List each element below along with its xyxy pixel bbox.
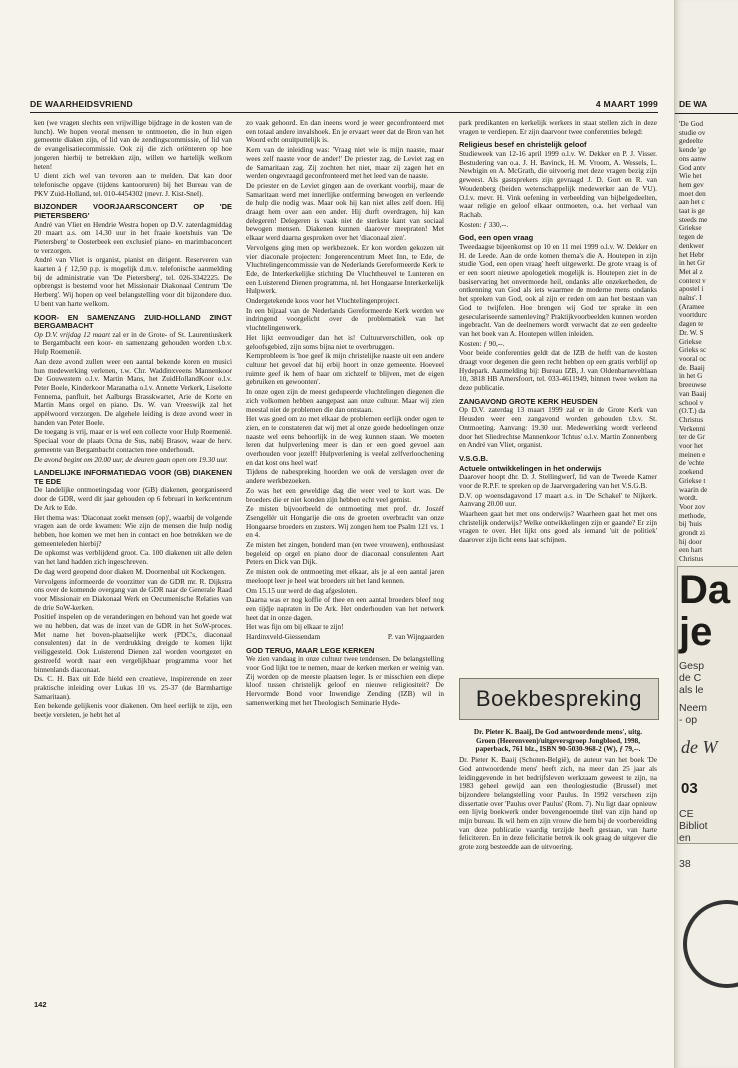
review-heading: Boekbespreking [475, 686, 643, 711]
body-paragraph: Daarna was er nog koffie of thee en een aantal broeders bleef nog een tijdje napraten in De Ark. Het onderhouden van het netwerk heet dat in onze dagen. [246, 596, 444, 622]
adjacent-text-line: methode, [679, 511, 706, 520]
adjacent-text-line: vooral oc [679, 354, 707, 363]
adjacent-text-line: apostel i [679, 285, 704, 294]
text-column-3 [459, 119, 657, 546]
body-paragraph: Ze misten bijvoorbeeld de ontmoeting met prof. dr. Joszéf Zsengellér uit Hongarije die ons de groeten overbracht van onze Hongaarse broeders en zusters. Wij zongen hem toe Psalm 121 vs. 1 en 4. [246, 505, 444, 540]
adjacent-text-line: dagen te [679, 320, 704, 329]
signature-place: Hardinxveld-Giessendam [246, 633, 321, 642]
advert-line-6: CE [679, 808, 694, 820]
advert-script-text: de W [681, 737, 718, 757]
adjacent-text-line: het Hebr [679, 250, 705, 259]
adjacent-text-line: Grieks sc [679, 346, 707, 355]
adjacent-text-line: zoekend [679, 468, 704, 477]
adjacent-text-line: meinen e [679, 450, 706, 459]
adjacent-text-line: ter de Gr [679, 433, 705, 442]
adjacent-text-line: Wie het [679, 172, 702, 181]
adjacent-page [674, 0, 738, 1068]
adjacent-text-line: Griekse [679, 224, 702, 233]
body-paragraph: Een bekende gelijkenis voor diakenen. Om heel eerlijk te zijn, een beetje versleten, je hebt het al [34, 702, 232, 720]
signature-line [246, 633, 444, 642]
body-paragraph: Kosten: ƒ 90,--. [459, 339, 505, 348]
adjacent-text-line: tegen de [679, 233, 704, 242]
adjacent-text-line: Met al z [679, 267, 703, 276]
body-paragraph: Om 15.15 uur werd de dag afgesloten. [246, 586, 358, 595]
body-paragraph: Ondergetekende koos voor het Vluchtelingenproject. [246, 297, 400, 306]
adjacent-text-line: een hart [679, 546, 703, 555]
adjacent-text-line: aan het c [679, 198, 705, 207]
body-paragraph: De priester en de Leviet gingen aan de overkant voorbij, maar de Samaritaan werd met innerlijke ontferming bewogen en verleende de hulp die nodig was. Maar ook hij kan niet alles zelf doen. Hij draagt hem over aan een ander. Hij durft overdragen, hij kan delegeren! Delegeren is vaak niet de sterkste kant van sociaal bewogen mensen. Diakenen kunnen daarover meepraten! Met elkaar werd daarna gesproken over het 'diaconaal zien'. [246, 181, 444, 243]
body-paragraph: Studieweek van 12-16 april 1999 o.l.v. W. Dekker en P. J. Visser. Bestudering van o.a. J. H. Bavinck, H. M. Vroom, A. Wessels, L. Newbigin en A. McGrath, die uitvoerig met deze vragen bezig zijn geweest. Als gastsprekers zijn gevraagd J. D. Gort en R. van Woudenberg (beiden wetenschappelijk medewerker aan de VU). O.l.v. mevr. H. Vink oefening in verbeelding van bijbelgedeelten, waar religie en geloof elkaar ontmoeten, o.a. het verhaal van Rachab. [459, 150, 657, 219]
adjacent-text-line: voor het [679, 442, 703, 451]
text-column-1 [34, 119, 232, 721]
adjacent-text-line: 'De God [679, 120, 704, 128]
advert-circle-logo [683, 900, 738, 988]
adjacent-text-line: Verkenni [679, 424, 706, 433]
adjacent-text-line: Dr. W. S [679, 328, 704, 337]
body-paragraph: Zo was het een geweldige dag die weer veel te kort was. De broeders die er niet konden zijn hebben echt veel gemist. [246, 486, 444, 504]
body-paragraph: Het thema was: 'Diaconaat zoekt mensen (op)', waarbij de volgende vragen aan de orde kwamen: Wie zijn de mensen die hulp nodig hebben, hoe komen we met hen in contact en hoe betrekken we de gemeenteleden hierbij? [34, 513, 232, 548]
body-paragraph: We zien vandaag in onze cultuur twee tendensen. De belangstelling voor God lijkt toe te nemen, maar de kerken merken er weinig van. Zij worden op de meeste plaatsen leger. Is er misschien een diepe kloof tussen christelijk geloof en nieuwe religiositeit? De Hervormde Bond voor Inwendige Zending (IZB) wil in samenwerking met het Theologisch Seminarie Hyde- [246, 655, 444, 707]
advert-line-2: de C [679, 672, 702, 684]
issue-date: 4 MAART 1999 [595, 99, 658, 109]
section-heading: LANDELIJKE INFORMATIEDAG VOOR (GB) DIAKENEN TE EDE [34, 468, 232, 486]
body-paragraph: In een bijzaal van de Nederlands Gereformeerde Kerk werden we indringend voorgelicht over de problematiek van het vluchtelingenwerk. [246, 306, 444, 333]
running-header [30, 96, 658, 113]
page-number: 142 [34, 1000, 47, 1009]
adjacent-text-line: grondt zi [679, 529, 705, 538]
text-column-2 [246, 119, 444, 709]
body-paragraph: Ds. C. H. Bax uit Ede hield een creatieve, inspirerende en zeer praktische inleiding over Lukas 10 vs. 25-37 (de Barmhartige Samaritaan). [34, 675, 232, 701]
adjacent-text-line: in het G [679, 372, 703, 381]
advert-line-7: Bibliot [679, 820, 708, 832]
adjacent-text-line: wordt. [679, 494, 698, 503]
adjacent-text-line: studie ov [679, 128, 706, 137]
advert-line-9: 38 [679, 858, 691, 870]
review-heading-box [459, 678, 659, 720]
adjacent-text-line: gedeelte [679, 137, 704, 146]
adjacent-text-line: Christus [679, 555, 704, 564]
advert-big-text-2: je [679, 610, 713, 654]
body-paragraph: Vervolgens ging men op werkbezoek. Er kon worden gekozen uit vier diaconale projecten: Jongerencentrum Meet Inn, te Ede, de Vluchtelingencommissie van de Nederlands Gereformeerde Kerk te Ede, de Interkerkelijke stichting De Vluchtheuvel te Lunteren en een Luisterend Dienen programma, nl. het Hongaarse Interkerkelijk Hulpwerk. [246, 243, 444, 296]
body-paragraph: Daarover hoopt dhr. D. J. Stellingwerf, lid van de Tweede Kamer voor de R.P.F. te spreken op de Jaarvergadering van het V.S.G.B. [459, 473, 657, 490]
adjacent-text-line: hem gev [679, 180, 704, 189]
body-paragraph: Aan deze avond zullen weer een aantal bekende koren en musici hun medewerking verlenen, t.w. Chr. Waddinxveens Mannenkoor De Gouwestem o.l.v. Martin Mans, het ZuidHollandKoor o.l.v. Peter Boele, Kinderkoor Maranatha o.l.v. Annette Verkerk, Liselotte Fennema, panfluit, het Aalburgs Brasskwartet, Arie de Korte en Martin Mans orgel en piano. Ds. W. van Vreeswijk zal het appèlwoord verzorgen. De algehele leiding is deze avond weer in handen van Peter Boele. [34, 357, 232, 427]
body-paragraph: zo vaak gehoord. En dan ineens word je weer geconfronteerd met een totaal andere invalshoek. En je ervaart weer dat de Bron van het Woord echt onuitputtelijk is. [246, 119, 444, 145]
body-paragraph [34, 331, 232, 357]
adjacent-text-line: van Baaij [679, 389, 707, 398]
body-paragraph: U dient zich wel van tevoren aan te melden. Dat kan door telefonische opgave (tijdens kantooruren) bij het Bureau van de PKV Zuid-Holland, tel. 010-4454302 (mevr. J. Kist-Snel). [34, 172, 232, 198]
adjacent-text-line: moet den [679, 189, 706, 198]
adjacent-text-line: de 'echte [679, 459, 705, 468]
publication-title: DE WAARHEIDSVRIEND [30, 99, 133, 109]
body-paragraph: Tijdens de nabespreking hoorden we ook de verslagen over de andere werkbezoeken. [246, 468, 444, 486]
body-paragraph: De avond begint om 20.00 uur, de deuren gaan open om 19.30 uur. [34, 455, 228, 464]
body-paragraph: De opkomst was verblijdend groot. Ca. 100 diakenen uit alle delen van het land hadden zich ingeschreven. [34, 549, 232, 567]
body-paragraph: Kern van de inleiding was: 'Vraag niet wie is mijn naaste, maar wees zelf naaste voor de ander!' De priester zag, de Leviet zag en de Samaritaan zag. Zij zochten het niet, maar zij zagen het en werden ongevraagd geconfronteerd met het leed van de naaste. [246, 146, 444, 181]
body-paragraph: Kosten: ƒ 330,--. [459, 220, 509, 229]
body-paragraph: De toegang is vrij, maar er is wel een collecte voor Hulp Roemenië. Speciaal voor de plaats Ocna de Sus, nabij Brasov, waar de herv. gemeente van Bergambacht contacten mee onderhoudt. [34, 428, 232, 454]
adjacent-text-line: hij door [679, 537, 702, 546]
adjacent-text-line: breeuwse [679, 381, 707, 390]
body-paragraph: Ze misten ook de ontmoeting met elkaar, als je al een aantal jaren meeloopt leer je heel wat broeders uit het land kennen. [246, 568, 444, 585]
body-paragraph: André van Vliet en Hendrie Westra hopen op D.V. zaterdagmiddag 20 maart a.s. om 14.30 uur in het fraaie koetshuis van 'De Pietersberg' te Oosterbeek een exclusief piano- en marimbaconcert te verzorgen. [34, 220, 232, 255]
adjacent-text-line: naïns'. I [679, 294, 702, 303]
adjacent-text-line: voortdurc [679, 311, 708, 320]
body-paragraph: Op D.V. zaterdag 13 maart 1999 zal er in de Grote Kerk van Heusden weer een zangavond worden gehouden t.b.v. St. Ontmoeting. Aanvang: 19.30 uur. Medewerking wordt verleend door het Sliedrechtse Mannenkoor 'Ichtus' o.l.v. Martin Zonnenberg en André van Vliet, organist. [459, 406, 657, 450]
section-heading: KOOR- EN SAMENZANG ZUID-HOLLAND ZINGT BERGAMBACHT [34, 312, 232, 331]
advert-line-4: Neem [679, 702, 708, 714]
paragraph-text: zal er in de Grote- of St. Laurentiuskerk te Bergambacht een koor- en samenzang gehouden worden t.b.v. Hulp Roemenië. [34, 330, 232, 357]
section-heading: Actuele ontwikkelingen in het onderwijs [459, 463, 602, 473]
section-heading: God, een open vraag [459, 233, 534, 243]
adjacent-text-line: de. Baaij [679, 363, 705, 372]
review-citation: Dr. Pieter K. Baaij, De God antwoordende mens', uitg. Groen (Heerenveen)/uitgeversgroep Jongbloed, 1998, paperback, 761 blz., ISBN 90-5030-968-2 (W), ƒ 79,--. [473, 728, 643, 754]
adjacent-text-line: (O.T.) da [679, 407, 706, 416]
adjacent-text-line: taat is ge [679, 207, 705, 216]
adjacent-text-line: God antv [679, 163, 706, 172]
body-paragraph: Kernprobleem is 'hoe geef ik mijn christelijke naaste uit een andere cultuur het gevoel dat hij erbij hoort in onze gemeente. Hoeveel ruimte geef ik hem of haar om zichzelf te blijven, met de eigen gebruiken en gewoonten'. [246, 352, 444, 387]
adjacent-text-column [679, 120, 738, 564]
body-paragraph: Positief inspelen op de veranderingen en behoud van het goede wat we nu hebben, dat was de inzet van de GDR in het SoW-proces. Met name het boven-plaatselijke werk (PDC's, diaconaal consulenten) dat in de verdrukking dreigde te komen lijkt veiliggesteld. Ook Luisterend Dienen zal worden voortgezet en gestreefd wordt naar een vergelijkbaar programma voor het binnenlands diaconaat. [34, 613, 232, 674]
adjacent-header-rule [675, 113, 738, 114]
adjacent-text-line: bij 'huis [679, 520, 702, 529]
adjacent-text-line: steeds me [679, 215, 708, 224]
adjacent-text-line: (Aramee [679, 302, 705, 311]
body-paragraph: De landelijke ontmoetingsdag voor (GB) diakenen, georganiseerd door de GDR, werd dit jaar gehouden op 6 februari in kerkcentrum De Ark te Ede. [34, 486, 232, 512]
adjacent-text-line: Voor zov [679, 502, 706, 511]
italic-lead: Op D.V. vrijdag 12 maart [34, 330, 111, 339]
section-heading: GOD TERUG, MAAR LEGE KERKEN [246, 645, 375, 655]
advert-line-3: als le [679, 684, 704, 696]
body-paragraph: Het was fijn om bij elkaar te zijn! [246, 623, 344, 632]
adjacent-text-line: ons aanw [679, 154, 707, 163]
adjacent-text-line: context v [679, 276, 706, 285]
adjacent-text-line: Griekse [679, 337, 702, 346]
body-paragraph: Het was goed om zo met elkaar de problemen eerlijk onder ogen te zien, en te constateren dat wij met al onze goede bedoelingen onze naaste wel eens behoorlijk in de weg kunnen staan. We moeten leren dat hulpverlening meer is dan er een goed gevoel aan overhouden voor jezelf! Hulpverlening is veelal zelfverloochening en dat kost ons heel wat! [246, 415, 444, 467]
advert-line-5: - op [679, 714, 698, 726]
section-heading: ZANGAVOND GROTE KERK HEUSDEN [459, 396, 598, 406]
section-heading: BIJZONDER VOORJAARSCONCERT OP 'DE PIETERSBERG' [34, 202, 232, 220]
adjacent-text-line: denkwer [679, 241, 704, 250]
body-paragraph: Vervolgens informeerde de voorzitter van de GDR mr. R. Dijkstra ons over de komende overgang van de GDR naar de Generale Raad voor Missionair en Diakonaal Werk en Oecumenische Relaties van de drie SoW-kerken. [34, 577, 232, 612]
body-paragraph: Voor beide conferenties geldt dat de IZB de helft van de kosten draagt voor degenen die geen recht hebben op een gratis verblijf op Hydepark. Aanmelding bij: Bureau IZB, J. van Oldenbarneveltlaan 10, 3818 HB Amersfoort, tel. 033-4611949, binnen twee weken na deze publicatie. [459, 349, 657, 393]
signature-author: P. van Wijngaarden [387, 633, 444, 642]
advert-line-1: Gesp [679, 660, 705, 672]
body-paragraph: park predikanten en kerkelijk werkers in staat stellen zich in deze vragen te verdiepen. Er zijn daarvoor twee conferenties belegd: [459, 119, 657, 136]
body-paragraph: Waarheen gaat het met ons onderwijs? Waarheen gaat het met ons christelijk onderwijs? Welke ontwikkelingen zijn er gaande? Er zijn vragen te over. Het lijkt ons goed als iemand 'uit de politiek' daarover zijn licht eens laat schijnen. [459, 509, 657, 545]
adjacent-text-line: waarin de [679, 485, 708, 494]
body-paragraph: In onze ogen zijn de meest gedupeerde vluchtelingen diegenen die zich volkomen hebben aangepast aan onze cultuur. Maar wij zien meestal niet de problemen die dan ontstaan. [246, 388, 444, 414]
adjacent-text-line: school v [679, 398, 704, 407]
section-heading: V.S.G.B. [459, 453, 488, 463]
review-article [459, 728, 657, 852]
adjacent-header: DE WA [679, 99, 708, 109]
adjacent-text-line: kende 'ge [679, 146, 707, 155]
body-paragraph: André van Vliet is organist, pianist en dirigent. Reserveren van kaarten à ƒ 12,50 p.p. is mogelijk d.m.v. telefonische aanmelding bij de administratie van 'De Pietersberg', tel. 026-3342225. De opbrengst is bestemd voor het Missionair Diakonaal Centrum 'De Herberg'. Wij hopen op veel belangstelling voor dit bijzondere duo. U bent van harte welkom. [34, 256, 232, 308]
adjacent-text-line: Christus [679, 415, 704, 424]
adjacent-text-line: in het Gr [679, 259, 705, 268]
body-paragraph: Tweedaagse bijeenkomst op 10 en 11 mei 1999 o.l.v. W. Dekker en H. de Leede. Aan de orde komen thema's die A. Houtepen in zijn studie 'God, een open vraag' heeft uitgewerkt. De grote vraag is of er een soort nieuwe apologetiek mogelijk is. Houtepen ziet in de basiservaring het onvermoede heil, ondanks alle onzekerheden, de ontkenning van God als iets waarmee de moderne mens ondanks het spreken van God, ook al zijn er reden om aan het bestaan van God te twijfelen. Hoe brengen wij God ter sprake in een geseculariseerde samenleving? Praktijkvoorbeelden kunnen worden ingebracht. Van de deelnemers wordt verwacht dat ze een gedeelte van het boek van A. Houtepen willen inleiden. [459, 242, 657, 338]
advert-line-8: en [679, 832, 691, 844]
adjacent-text-line: Griekse t [679, 476, 706, 485]
review-body: Dr. Pieter K. Baaij (Schoten-België), de auteur van het boek 'De God antwoordende mens' heeft zich, na meer dan 25 jaar als leidinggevende in het bedrijfsleven werkzaam geweest te zijn, na 1983 geheel gewijd aan een theologiestudie (Brussel) met bijzondere belangstelling voor Paulus. In 1992 verscheen zijn dissertatie over 'Paulus over Paulus' (Rom. 7). Nu ligt daar opnieuw een lijvig boekwerk onder bovengenoemde titel van zijn hand op mijn bureau. Ik wil hem en zijn vrouw die hem bij de voorbereiding van deze publicatie vaardig terzijde heeft gestaan, van harte feliciteren. En in deze felicitatie betrek ik ook graag de uitgever die grote zorg besteedde aan de uitvoering. [459, 756, 657, 852]
section-heading: Religieus besef en christelijk geloof [459, 140, 587, 150]
body-paragraph: D.V. op woensdagavond 17 maart a.s. in 'De Schakel' te Nijkerk. Aanvang 20.00 uur. [459, 491, 657, 509]
body-paragraph: Ze misten het zingen, honderd man (en twee vrouwen), enthousiast begeleid op orgel en piano door de diaconaal consulenten Aart Peters en Dick van Dijk. [246, 541, 444, 567]
advert-big-text-1: Da [679, 568, 731, 612]
body-paragraph: Het lijkt eenvoudiger dan het is! Cultuurverschillen, ook op geloofsgebied, zijn soms bijna niet te overbruggen. [246, 333, 444, 351]
advert-number: 03 [681, 780, 698, 797]
body-paragraph: ken (we vragen slechts een vrijwillige bijdrage in de kosten van de lunch). We hopen veoral mensen te ontmoeten, die in hun eigen gemeente diaken zijn, of lid van de zendingscommissie, of lid van de evangelisatiecommissie. Ook zij die zich oriënteren op hoe jongeren hierbij te betrekken zijn, willen we hartelijk welkom heten! [34, 119, 232, 171]
body-paragraph: De dag werd geopend door diaken M. Doornenbal uit Kockengen. [34, 567, 226, 576]
